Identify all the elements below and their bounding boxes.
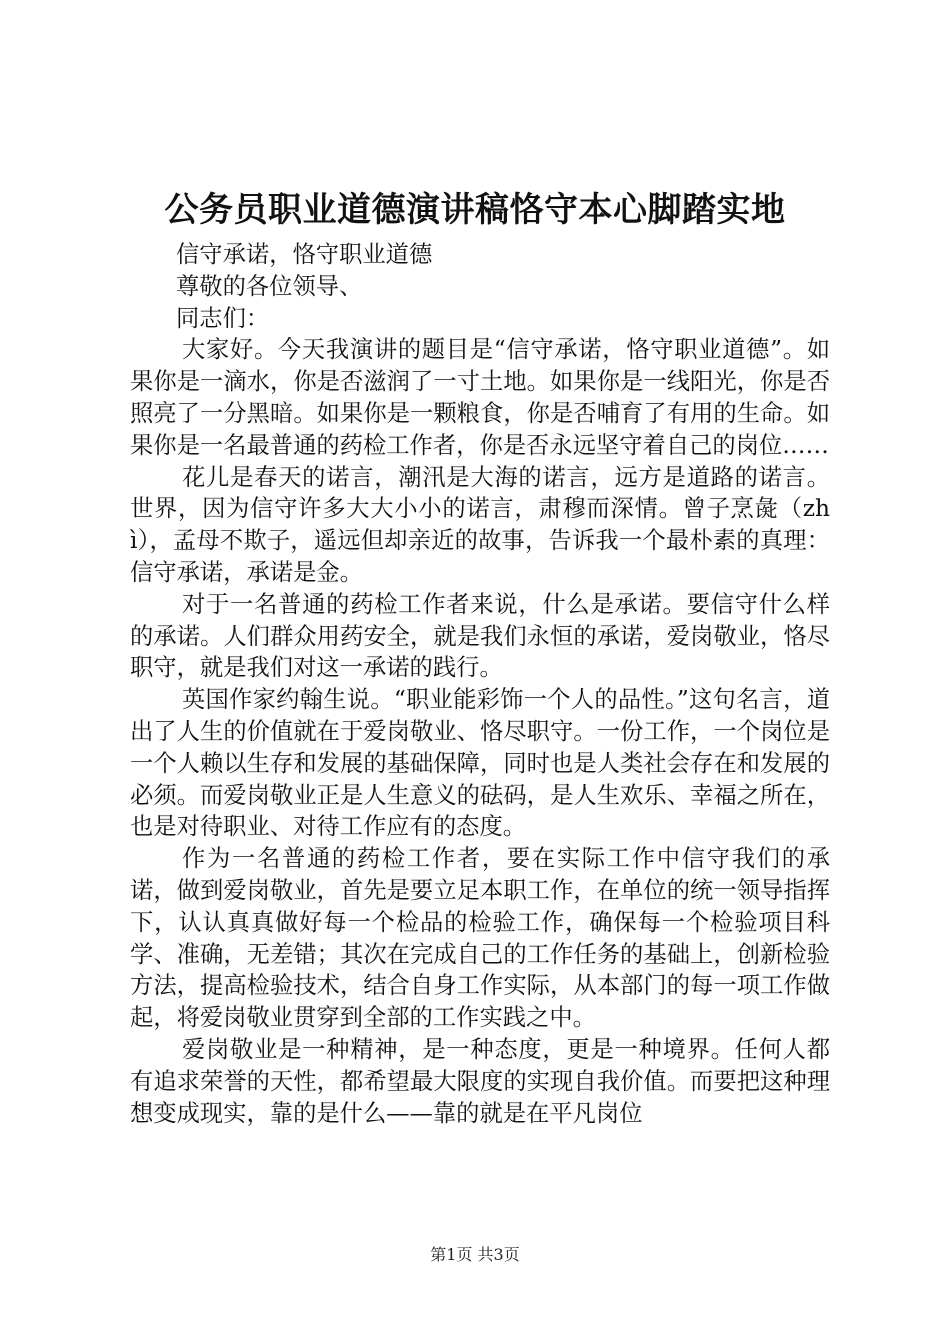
paragraph-4: 英国作家约翰生说。“职业能彩饰一个人的品性。”这句名言，道出了人生的价值就在于爱岗敬业、恪尽职守。一份工作，一个岗位是一个人赖以生存和发展的基础保障，同时也是人类社会存在和发展的必须。而爱岗敬业正是人生意义的砝码，是人生欢乐、幸福之所在，也是对待职业、对待工作应有的态度。 xyxy=(130,686,830,841)
paragraph-2: 花儿是春天的诺言，潮汛是大海的诺言，远方是道路的诺言。世界，因为信守许多大大小小的诺言，肃穆而深情。曾子烹彘（zhì），孟母不欺子，遥远但却亲近的故事，告诉我一个最朴素的真理：信守承诺，承诺是金。 xyxy=(130,463,830,586)
subtitle-line: 信守承诺，恪守职业道德 xyxy=(176,241,433,268)
paragraph-5: 作为一名普通的药检工作者，要在实际工作中信守我们的承诺，做到爱岗敬业，首先是要立足本职工作，在单位的统一领导指挥下，认认真真做好每一个检品的检验工作，确保每一个检验项目科学、准确，无差错；其次在完成自己的工作任务的基础上，创新检验方法，提高检验技术，结合自身工作实际，从本部门的每一项工作做起，将爱岗敬业贯穿到全部的工作实践之中。 xyxy=(130,845,830,1032)
document-title: 公务员职业道德演讲稿恪守本心脚踏实地 xyxy=(164,190,786,230)
paragraph-3: 对于一名普通的药检工作者来说，什么是承诺。要信守什么样的承诺。人们群众用药安全，就是我们永恒的承诺，爱岗敬业，恪尽职守，就是我们对这一承诺的践行。 xyxy=(130,590,830,682)
page-footer: 第1页 共3页 xyxy=(430,1245,520,1264)
salutation-line-2: 同志们： xyxy=(176,304,270,332)
salutation-line-1: 尊敬的各位领导、 xyxy=(176,272,363,300)
document-body xyxy=(130,239,830,1129)
paragraph-1: 大家好。今天我演讲的题目是“信守承诺，恪守职业道德”。如果你是一滴水，你是否滋润了一寸土地。如果你是一线阳光，你是否照亮了一分黑暗。如果你是一颗粮食，你是否哺育了有用的生命。如果你是一名最普通的药检工作者，你是否永远坚守着自己的岗位…… xyxy=(130,336,830,459)
paragraph-6: 爱岗敬业是一种精神，是一种态度，更是一种境界。任何人都有追求荣誉的天性，都希望最大限度的实现自我价值。而要把这种理想变成现实，靠的是什么——靠的就是在平凡岗位 xyxy=(130,1035,830,1127)
